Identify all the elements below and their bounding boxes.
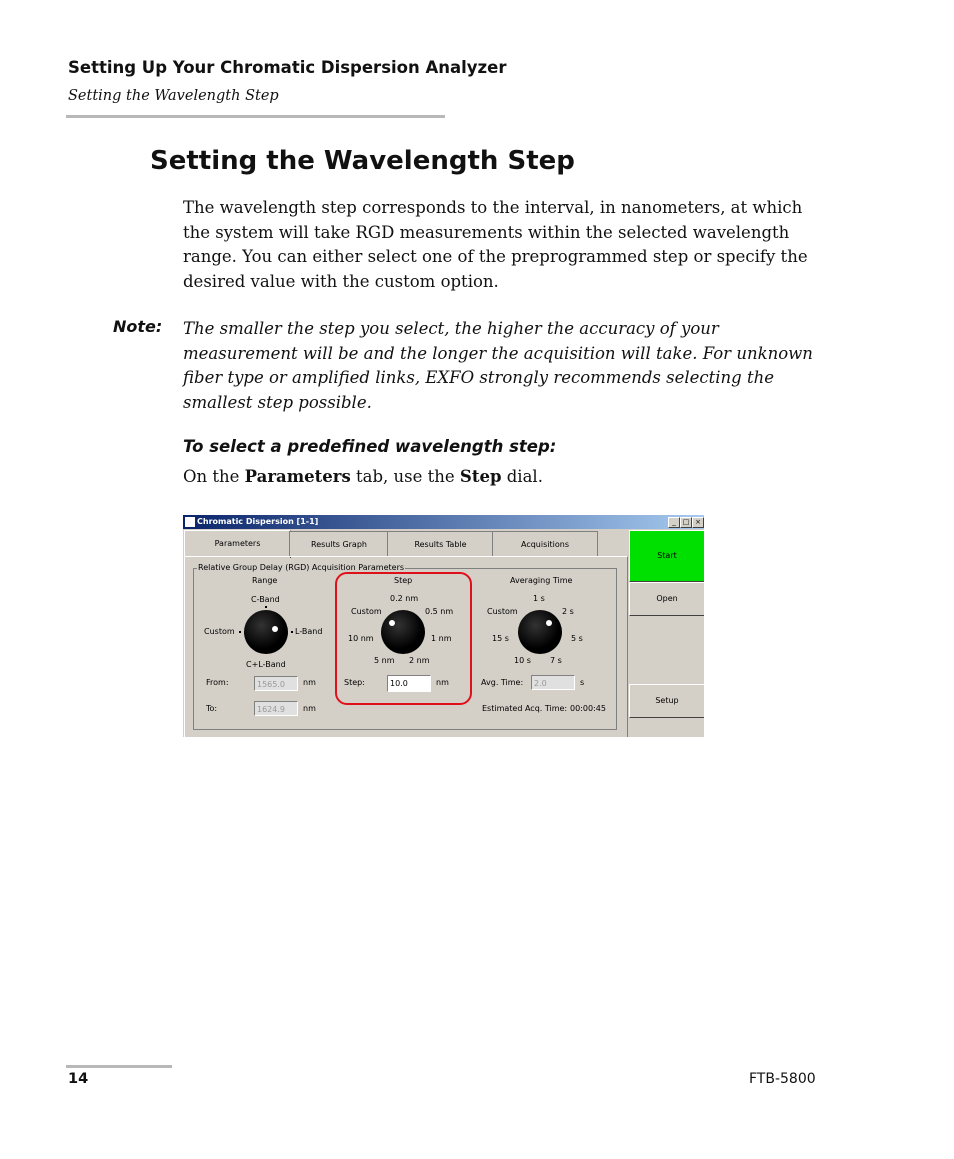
running-header-subtitle: Setting the Wavelength Step	[68, 88, 279, 104]
minimize-button[interactable]: _	[668, 517, 680, 528]
range-option-right[interactable]: L-Band	[295, 627, 323, 636]
avg-option-top-right[interactable]: 2 s	[562, 607, 574, 616]
window-titlebar	[183, 515, 704, 529]
range-dial-indicator	[272, 626, 278, 632]
range-tick	[239, 631, 241, 633]
start-button[interactable]: Start	[629, 530, 704, 582]
page-number: 14	[68, 1071, 89, 1087]
step-title: Step	[394, 576, 413, 585]
avg-dial[interactable]	[518, 610, 562, 654]
range-option-bottom[interactable]: C+L-Band	[246, 660, 286, 669]
avg-option-right[interactable]: 5 s	[571, 634, 583, 643]
estimated-time-value: 00:00:45	[570, 704, 606, 713]
instruction: On the Parameters tab, use the Step dial.	[183, 467, 543, 486]
range-option-left[interactable]: Custom	[204, 627, 235, 636]
range-tick	[265, 606, 267, 608]
procedure-heading: To select a predefined wavelength step:	[183, 437, 557, 456]
step-option-left[interactable]: 10 nm	[348, 634, 374, 643]
note-label: Note:	[113, 317, 163, 336]
range-option-top[interactable]: C-Band	[251, 595, 280, 604]
step-option-bottom-right[interactable]: 2 nm	[409, 656, 430, 665]
avg-input[interactable]: 2.0	[531, 675, 575, 690]
estimated-time-label: Estimated Acq. Time:	[482, 704, 568, 713]
avg-label: Avg. Time:	[481, 678, 524, 687]
app-icon	[185, 517, 195, 527]
step-option-top-right[interactable]: 0.5 nm	[425, 607, 454, 616]
product-name: FTB-5800	[749, 1071, 816, 1087]
range-tick	[291, 631, 293, 633]
open-button[interactable]: Open	[629, 582, 704, 616]
tab-results-table[interactable]: Results Table	[387, 531, 494, 557]
from-label: From:	[206, 678, 229, 687]
range-title: Range	[252, 576, 278, 585]
app-screenshot	[183, 515, 704, 737]
tab-parameters[interactable]: Parameters	[184, 530, 291, 558]
note-text: The smaller the step you select, the higher the accuracy of your measurement will be and the longer the acquisition will take. For unknown fiber type or amplified links, EXFO strongly recommends selecting the smallest step possible.	[183, 319, 813, 412]
avg-dial-indicator	[546, 620, 552, 626]
step-option-right[interactable]: 1 nm	[431, 634, 452, 643]
header-rule	[66, 115, 445, 118]
avg-unit: s	[580, 678, 585, 687]
body-paragraph: The wavelength step corresponds to the interval, in nanometers, at which the system will take RGD measurements within the selected wavelength range. You can either select one of the preprogrammed step or specify the desired value with the custom option.	[183, 198, 808, 291]
setup-button[interactable]: Setup	[629, 684, 704, 718]
step-label: Step:	[344, 678, 365, 687]
range-dial[interactable]	[244, 610, 288, 654]
footer-rule	[66, 1065, 172, 1068]
maximize-button[interactable]: □	[680, 517, 692, 528]
tab-acquisitions[interactable]: Acquisitions	[492, 531, 598, 557]
step-option-bottom-left[interactable]: 5 nm	[374, 656, 395, 665]
running-header-title: Setting Up Your Chromatic Dispersion Analyzer	[68, 58, 507, 77]
to-unit: nm	[303, 704, 316, 713]
step-option-top-left[interactable]: Custom	[351, 607, 382, 616]
tab-results-graph[interactable]: Results Graph	[289, 531, 389, 557]
avg-option-bottom-left[interactable]: 10 s	[514, 656, 531, 665]
avg-option-top-left[interactable]: Custom	[487, 607, 518, 616]
window-title: Chromatic Dispersion [1-1]	[197, 517, 319, 526]
avg-option-left[interactable]: 15 s	[492, 634, 509, 643]
section-heading: Setting the Wavelength Step	[150, 146, 575, 176]
avg-option-top[interactable]: 1 s	[533, 594, 545, 603]
step-unit: nm	[436, 678, 449, 687]
to-input[interactable]: 1624.9	[254, 701, 298, 716]
from-unit: nm	[303, 678, 316, 687]
avg-title: Averaging Time	[510, 576, 573, 585]
step-option-top[interactable]: 0.2 nm	[390, 594, 419, 603]
to-label: To:	[206, 704, 218, 713]
avg-option-bottom-right[interactable]: 7 s	[550, 656, 562, 665]
rgd-group-label: Relative Group Delay (RGD) Acquisition Parameters	[198, 563, 405, 572]
step-input[interactable]: 10.0	[387, 675, 431, 692]
step-highlight-callout	[335, 572, 472, 705]
close-button[interactable]: ×	[692, 517, 704, 528]
from-input[interactable]: 1565.0	[254, 676, 298, 691]
